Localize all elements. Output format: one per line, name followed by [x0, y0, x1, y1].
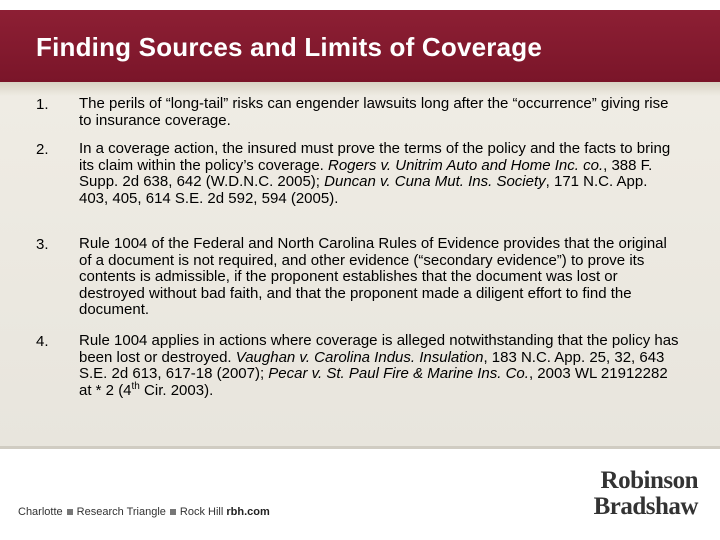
office-charlotte: Charlotte: [18, 506, 63, 518]
case-citation: Rogers v. Unitrim Auto and Home Inc. co.: [328, 156, 604, 174]
case-citation: Pecar v. St. Paul Fire & Marine Ins. Co.: [268, 365, 529, 382]
item-text-segment: The perils of “long-tail” risks can engender lawsuits long after the “occurrence” giving rise to insurance coverage.: [79, 95, 669, 129]
item-text-segment: , 171 N.C. App. 403, 405, 614 S.E. 2d 592, 594 (2005).: [79, 173, 648, 207]
item-text-segment: , 2003 WL 21912282 at * 2 (4: [79, 365, 668, 399]
separator-square-icon: [67, 509, 73, 515]
item-text-segment: Rule 1004 of the Federal and North Carolina Rules of Evidence provides that the original of a document is not required, and other evidence (“secondary evidence”) to prove its contents is admissible, if the proponent establishes that the document was lost or destroyed without bad faith, and that the proponent made a diligent effort to find the document.: [79, 235, 667, 318]
office-rock-hill: Rock Hill: [179, 506, 224, 518]
item-number: 4.: [36, 333, 49, 350]
item-text-segment: , 183 N.C. App. 25, 32, 643 S.E. 2d 613, 617-18 (2007);: [79, 348, 665, 382]
separator-square-icon: [170, 509, 176, 515]
logo-line-1: Robinson: [600, 467, 698, 494]
slide-title: Finding Sources and Limits of Coverage: [36, 32, 543, 62]
item-text: [79, 141, 679, 207]
item-number: 2.: [36, 141, 49, 158]
item-text-segment: Rule 1004 applies in actions where coverage is alleged notwithstanding that the policy has been lost or destroyed.: [79, 332, 679, 366]
item-number: 3.: [36, 236, 49, 253]
item-text-segment: , 388 F. Supp. 2d 638, 642 (W.D.N.C. 2005);: [79, 156, 653, 190]
office-research-triangle: Research Triangle: [76, 506, 166, 518]
item-text: [79, 333, 679, 399]
office-locations: [18, 506, 270, 518]
item-text-segment: Cir. 2003).: [139, 381, 214, 399]
case-citation: Duncan v. Cuna Mut. Ins. Society: [324, 173, 546, 190]
item-number: 1.: [36, 96, 49, 113]
logo-line-2: Bradshaw: [593, 493, 698, 520]
item-text: [79, 236, 679, 319]
item-text-segment: In a coverage action, the insured must prove the terms of the policy and the facts to bring its claim within the policy’s coverage.: [79, 140, 671, 174]
item-text: [79, 96, 679, 129]
item-text-segment: th: [131, 380, 140, 392]
website-link[interactable]: rbh.com: [226, 506, 270, 518]
case-citation: Vaughan v. Carolina Indus. Insulation: [235, 348, 484, 366]
title-shadow: [0, 82, 720, 96]
firm-logo: [594, 468, 698, 520]
